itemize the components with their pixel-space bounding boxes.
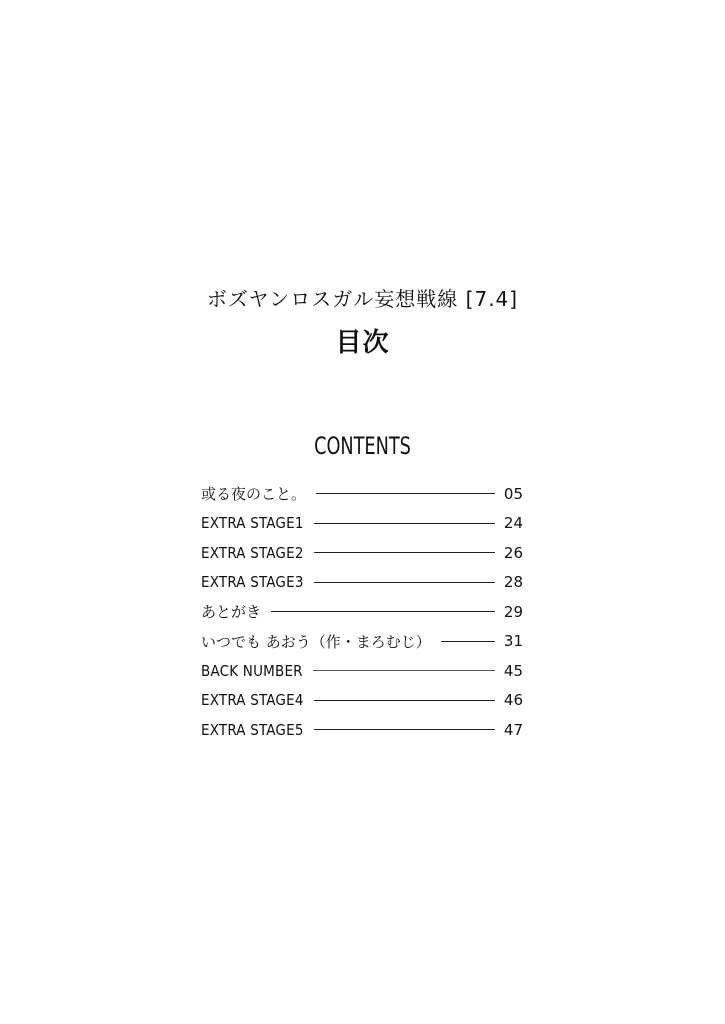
toc-entry-page: 28 — [503, 573, 523, 592]
toc-entry-page: 46 — [503, 691, 523, 710]
toc-entry — [201, 509, 523, 539]
toc-leader-line — [271, 611, 495, 612]
book-title: ボズヤンロスガル妄想戦線 [7.4] — [206, 287, 519, 311]
toc-entry-title: 或る夜のこと。 — [201, 485, 307, 504]
toc-entry-page: 05 — [503, 484, 523, 503]
toc-leader-line — [441, 641, 495, 642]
toc-entry — [201, 538, 523, 568]
toc-entry-title: EXTRA STAGE1 — [201, 514, 304, 533]
toc-entry — [201, 686, 523, 716]
toc-leader-line — [314, 552, 495, 553]
toc-entry-title: EXTRA STAGE5 — [201, 720, 304, 739]
toc-entry-title: EXTRA STAGE4 — [201, 691, 304, 710]
toc-entry — [201, 479, 523, 509]
toc-entry-title: BACK NUMBER — [201, 661, 303, 680]
contents-label: CONTENTS — [314, 432, 411, 460]
toc-leader-line — [314, 700, 495, 701]
toc-entry-page: 47 — [503, 720, 523, 739]
toc-entry — [201, 715, 523, 745]
toc-entry-page: 24 — [503, 514, 523, 533]
toc-entry-page: 26 — [503, 543, 523, 562]
toc-entry — [201, 627, 523, 657]
toc-entry-title: EXTRA STAGE3 — [201, 573, 304, 592]
toc-leader-line — [313, 670, 495, 671]
toc-entry — [201, 597, 523, 627]
table-of-contents — [201, 479, 523, 745]
toc-entry — [201, 568, 523, 598]
toc-leader-line — [314, 582, 495, 583]
toc-entry-title: あとがき — [201, 603, 262, 622]
toc-entry-page: 45 — [503, 661, 523, 680]
toc-heading: 目次 — [335, 328, 390, 358]
toc-entry-page: 31 — [503, 632, 523, 651]
toc-entry-title: EXTRA STAGE2 — [201, 543, 304, 562]
toc-leader-line — [316, 493, 495, 494]
toc-leader-line — [314, 523, 495, 524]
toc-entry-title: いつでも あおう（作・まろむじ） — [201, 632, 431, 651]
toc-entry-page: 29 — [503, 602, 523, 621]
toc-entry — [201, 656, 523, 686]
toc-leader-line — [314, 729, 495, 730]
